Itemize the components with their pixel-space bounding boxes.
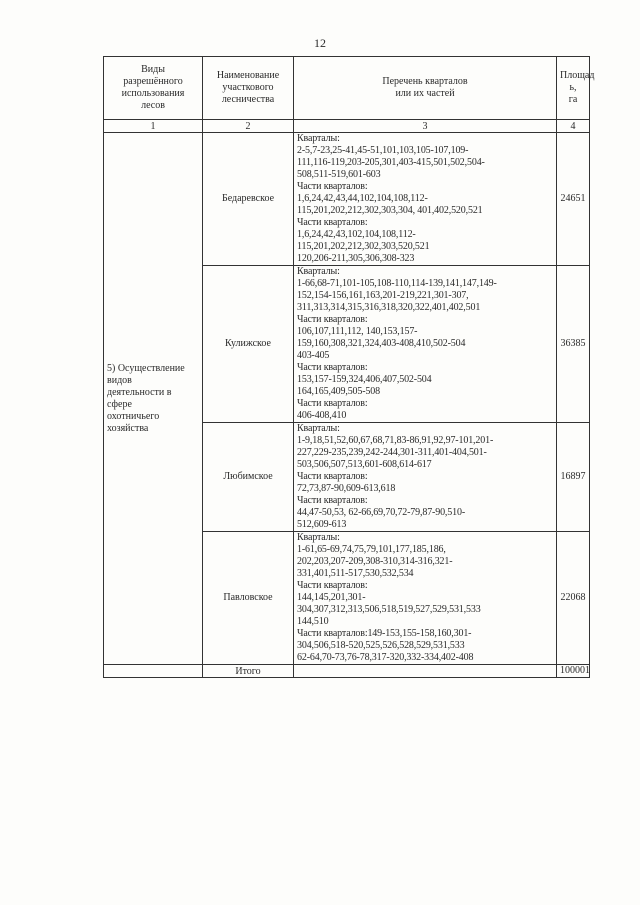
- header-area: Площад ь, га: [557, 57, 590, 120]
- header-forestry-site: Наименование участкового лесничества: [203, 57, 294, 120]
- total-area-value: 100001: [557, 665, 590, 678]
- quarters-list: Кварталы: 1-66,68-71,101-105,108-110,114-139,141,147,149- 152,154-156,161,163,201-219,221,301-307, 311,313,314,315,316,318,320,322,401,402,501 Части кварталов: 106,107,111,112, 140,153,157- 159,160,308,321,324,403-408,410,502-504 403-405 Части кварталов: 153,157-159,324,406,407,502-504 164,165,409,505-508 Части кварталов: 406-408,410: [294, 266, 557, 423]
- area-value: 36385: [557, 266, 590, 423]
- column-number: 4: [557, 120, 590, 133]
- area-value: 24651: [557, 133, 590, 266]
- header-quarters-list: Перечень кварталов или их частей: [294, 57, 557, 120]
- total-row: [104, 665, 590, 678]
- total-empty-cell: [104, 665, 203, 678]
- quarters-list: Кварталы: 1-61,65-69,74,75,79,101,177,185,186, 202,203,207-209,308-310,314-316,321- 331,401,511-517,530,532,534 Части кварталов: 144,145,201,301- 304,307,312,313,506,518,519,527,529,531,533 144,510 Части кварталов:149-153,155-158,160,301- 304,506,518-520,525,526,528,529,531,533 62-64,70-73,76-78,317-320,332-334,402-408: [294, 532, 557, 665]
- total-empty-cell: [294, 665, 557, 678]
- page-number: 12: [314, 36, 326, 50]
- column-number: 1: [104, 120, 203, 133]
- area-value: 22068: [557, 532, 590, 665]
- usage-type-cell: 5) Осуществление видов деятельности в сфере охотничьего хозяйства: [104, 133, 203, 665]
- table-header-row: [104, 57, 590, 120]
- area-value: 16897: [557, 423, 590, 532]
- quarters-list: Кварталы: 1-9,18,51,52,60,67,68,71,83-86,91,92,97-101,201- 227,229-235,239,242-244,301-311,401-404,501- 503,506,507,513,601-608,614-617 Части кварталов: 72,73,87-90,609-613,618 Части кварталов: 44,47-50,53, 62-66,69,70,72-79,87-90,510- 512,609-613: [294, 423, 557, 532]
- forestry-site-name: Любимское: [203, 423, 294, 532]
- column-number: 3: [294, 120, 557, 133]
- table-row: [104, 133, 590, 266]
- forestry-site-name: Кулижское: [203, 266, 294, 423]
- forest-quarters-table: [103, 56, 595, 678]
- forestry-site-name: Бедаревское: [203, 133, 294, 266]
- header-usage-type: Виды разрешённого использования лесов: [104, 57, 203, 120]
- quarters-list: Кварталы: 2-5,7-23,25-41,45-51,101,103,105-107,109- 111,116-119,203-205,301,403-415,501,502,504- 508,511-519,601-603 Части кварталов: 1,6,24,42,43,44,102,104,108,112- 115,201,202,212,302,303,304, 401,402,520,521 Части кварталов: 1,6,24,42,43,102,104,108,112- 115,201,202,212,302,303,520,521 120,206-211,305,306,308-323: [294, 133, 557, 266]
- column-number: 2: [203, 120, 294, 133]
- total-label: Итого: [203, 665, 294, 678]
- forestry-site-name: Павловское: [203, 532, 294, 665]
- column-number-row: [104, 120, 590, 133]
